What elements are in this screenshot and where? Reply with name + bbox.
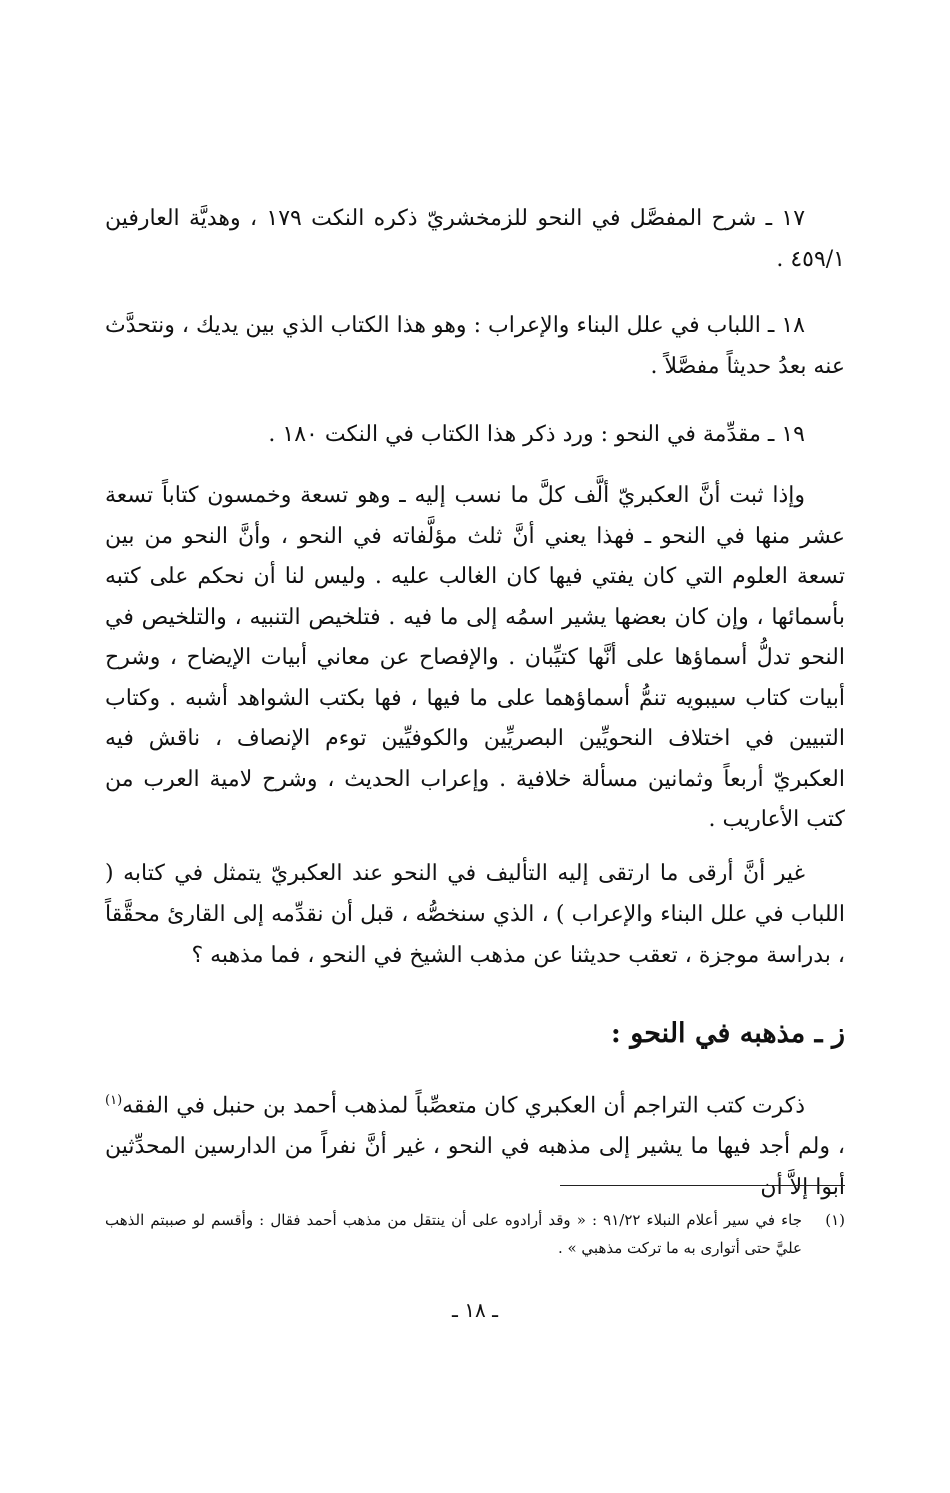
paragraph-text: غير أنَّ أرقى ما ارتقى إليه التأليف في النحو عند العكبريّ يتمثل في كتابه ( اللباب في علل البناء والإعراب ) ، الذي سنخصُّه ، قبل أن نقدِّمه إلى القارئ محقَّقاً ، بدراسة موجزة ، تعقب حديثنا عن مذهب الشيخ في النحو ، فما مذهبه ؟ bbox=[105, 861, 845, 968]
footnote-reference: (١) bbox=[105, 1093, 123, 1108]
paragraph-lubab-intro bbox=[105, 853, 845, 976]
footnote-divider bbox=[560, 1185, 845, 1186]
paragraph-text-start: ذكرت كتب التراجم أن العكبري كان متعصِّباً لمذهب أحمد بن حنبل في الفقه bbox=[122, 1093, 805, 1119]
paragraph-works-summary bbox=[105, 476, 845, 841]
list-item-17 bbox=[105, 198, 845, 280]
list-item-text: ١٨ ـ اللباب في علل البناء والإعراب : وهو هذا الكتاب الذي بين يديك ، ونتحدَّث عنه بعدُ حديثاً مفصَّلاً . bbox=[105, 313, 845, 379]
footnote-number: (١) bbox=[825, 1211, 845, 1229]
section-heading: ز ـ مذهبه في النحو : bbox=[610, 1018, 845, 1049]
paragraph-madhhab bbox=[105, 1080, 845, 1208]
list-item-text: ١٧ ـ شرح المفصَّل في النحو للزمخشريّ ذكره النكت ١٧٩ ، وهديَّة العارفين ٤٥٩/١ . bbox=[105, 206, 845, 272]
list-item-19 bbox=[105, 414, 845, 455]
footnote-text: جاء في سير أعلام النبلاء ٩١/٢٢ : « وقد أرادوه على أن ينتقل من مذهب أحمد فقال : وأقسم لو صببتم الذهب عليَّ حتى أتوارى به ما تركت مذهبي » . bbox=[105, 1211, 802, 1257]
paragraph-text: وإذا ثبت أنَّ العكبريّ ألَّف كلَّ ما نسب إليه ـ وهو تسعة وخمسون كتاباً تسعة عشر منها في النحو ـ فهذا يعني أنَّ ثلث مؤلَّفاته في النحو ، وأنَّ النحو من بين تسعة العلوم التي كان يفتي فيها كان الغالب عليه . وليس لنا أن نحكم على كتبه بأسمائها ، وإن كان بعضها يشير اسمُه إلى ما فيه . فتلخيص التنبيه ، والتلخيص في النحو تدلُّ أسماؤها على أنَّها كتيِّبان . والإفصاح عن معاني أبيات الإيضاح ، وشرح أبيات كتاب سيبويه تنمُّ أسماؤهما على ما فيها ، فها بكتب الشواهد أشبه . وكتاب التبيين في اختلاف النحويِّين البصريِّين والكوفيِّين توءم الإنصاف ، ناقش فيه العكبريّ أربعاً وثمانين مسألة خلافية . وإعراب الحديث ، وشرح لامية العرب من كتب الأعاريب . bbox=[105, 483, 845, 832]
paragraph-text-end: ، ولم أجد فيها ما يشير إلى مذهبه في النحو ، غير أنَّ نفراً من الدارسين المحدِّثين أبوا إلاَّ أن bbox=[105, 1134, 845, 1201]
list-item-18 bbox=[105, 305, 845, 387]
footnote bbox=[105, 1206, 845, 1262]
list-item-text: ١٩ ـ مقدِّمة في النحو : ورد ذكر هذا الكتاب في النكت ١٨٠ . bbox=[268, 422, 805, 447]
paragraph-text bbox=[105, 1080, 845, 1208]
page-number: ـ ١٨ ـ bbox=[452, 1298, 498, 1322]
